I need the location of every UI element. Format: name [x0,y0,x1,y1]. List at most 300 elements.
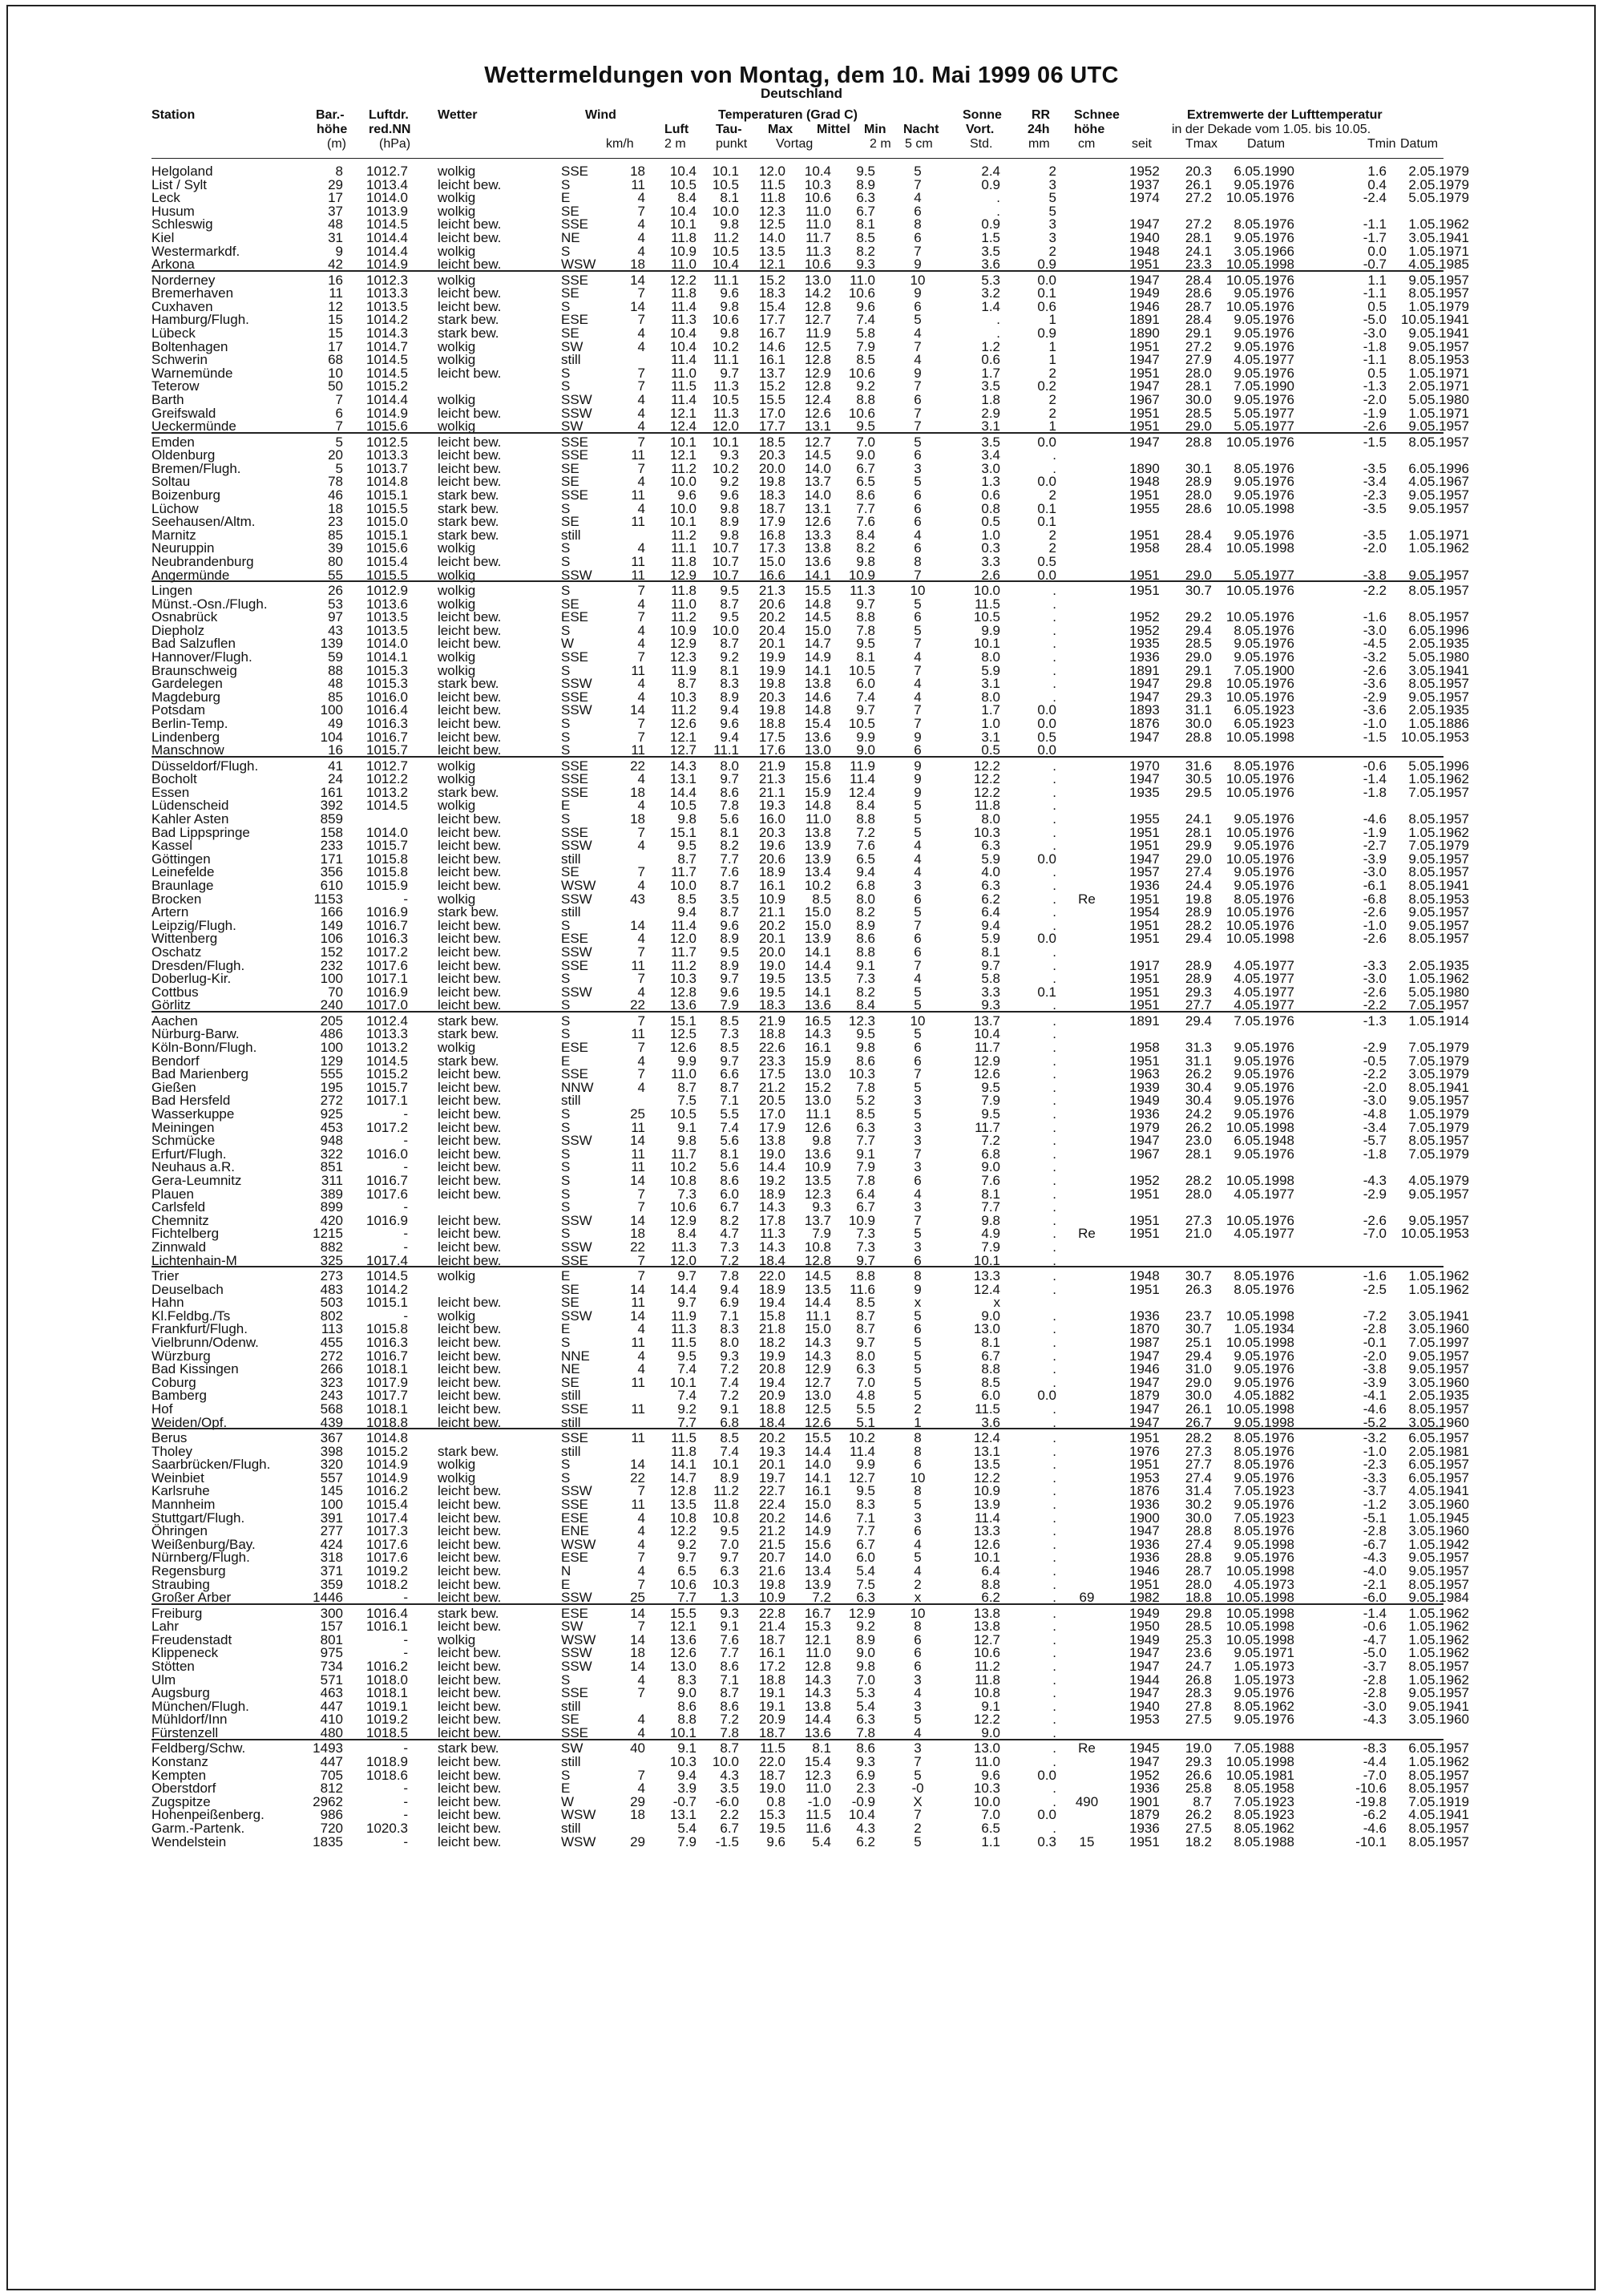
tmean-prev-cell: 12.5 [804,338,831,354]
tmin-2m-cell: 9.7 [856,596,875,612]
record-since-cell: 1976 [1129,1443,1160,1459]
wind-direction-cell: W [561,636,575,652]
sunshine-cell: 11.8 [975,798,1000,814]
record-tmin-cell: -4.6 [1363,811,1387,827]
dewpoint-cell: 9.2 [720,474,739,490]
wind-direction-cell: SSE [561,447,589,463]
weather-cell: leicht bew. [438,1401,502,1417]
weather-cell: leicht bew. [438,1590,502,1606]
elevation-cell: 49 [328,716,343,731]
table-row [0,677,1603,690]
tmean-prev-cell: 15.6 [804,771,831,787]
wind-speed-cell: 4 [637,1781,645,1797]
table-row [0,1362,1603,1376]
weather-cell: leicht bew. [438,1510,502,1526]
sunshine-cell: 9.5 [981,1079,1000,1095]
pressure-cell: - [403,1226,408,1242]
record-tmax-cell: 26.7 [1185,1414,1212,1430]
weather-cell: leicht bew. [438,1066,502,1082]
precip-cell: . [1052,1619,1056,1635]
record-tmin-cell: -0.6 [1363,758,1387,774]
table-row [0,597,1603,611]
precip-cell: 2 [1048,527,1056,543]
table-row [0,664,1603,677]
wind-direction-cell: N [561,1563,571,1578]
record-tmax-cell: 26.8 [1185,1671,1212,1688]
tmean-prev-cell: 11.7 [806,230,831,245]
record-tmax-cell: 28.4 [1185,540,1212,556]
precip-cell: 0.5 [1037,729,1056,745]
record-tmax-date-cell: 8.05.1976 [1234,1523,1294,1539]
record-tmax-cell: 28.9 [1185,957,1212,973]
tmin-5cm-cell: 8 [914,1483,922,1499]
tmean-prev-cell: 12.9 [804,1361,831,1377]
wind-speed-cell: 4 [637,689,645,705]
sunshine-cell: . [996,190,1000,206]
wind-direction-cell: ESE [561,1550,589,1566]
weather-cell: leicht bew. [438,878,502,893]
elevation-cell: 88 [328,662,343,678]
dewpoint-cell: 11.1 [713,272,739,288]
record-tmin-date-cell: 1.05.1979 [1408,298,1469,314]
tmin-2m-cell: 8.8 [856,392,875,407]
weather-cell: leicht bew. [438,285,502,301]
pressure-cell: - [403,1807,408,1823]
station-cell: Göttingen [151,851,211,867]
dewpoint-cell: 7.8 [720,1725,739,1740]
dewpoint-cell: 8.6 [720,784,739,800]
station-cell: Lüdenscheid [151,798,229,814]
record-tmin-date-cell: 3.05.1941 [1408,230,1469,245]
wind-direction-cell: SE [561,203,579,219]
record-tmax-cell: 28.8 [1185,1550,1212,1566]
tmean-prev-cell: 12.6 [804,405,831,421]
wind-direction-cell: SE [561,1712,579,1728]
record-tmin-date-cell: 2.05.1935 [1408,1388,1469,1404]
record-tmax-cell: 28.3 [1185,1685,1212,1701]
record-tmax-date-cell: 9.05.1976 [1234,1146,1294,1162]
tmin-2m-cell: 8.4 [856,527,875,543]
table-row [0,1376,1603,1389]
air-temp-cell: 14.7 [669,1469,697,1486]
wind-direction-cell: S [561,243,571,259]
tmean-prev-cell: 13.4 [804,864,831,880]
pressure-cell: 1015.2 [366,1066,408,1082]
tmin-2m-cell: 11.3 [850,583,875,598]
tmax-prev-cell: 18.4 [758,1414,785,1430]
tmin-2m-cell: 8.3 [856,1497,875,1512]
tmin-2m-cell: 4.3 [856,1821,875,1836]
tmean-prev-cell: 13.4 [804,1563,831,1578]
air-temp-cell: 13.5 [669,1497,697,1512]
record-tmin-cell: -3.6 [1363,676,1387,692]
dewpoint-cell: 10.1 [712,434,739,450]
table-row [0,1686,1603,1700]
record-tmax-cell: 28.8 [1185,729,1212,745]
tmax-prev-cell: 16.7 [758,325,785,341]
sunshine-cell: 9.8 [981,1212,1000,1228]
elevation-cell: 356 [320,864,343,880]
dewpoint-cell: 5.6 [720,1133,739,1149]
tmin-5cm-cell: 7 [914,957,922,973]
record-tmax-cell: 27.3 [1185,1443,1212,1459]
dewpoint-cell: 7.0 [720,1536,739,1552]
tmean-prev-cell: 13.0 [804,272,831,288]
precip-cell: . [1052,997,1056,1013]
record-tmax-date-cell: 1.05.1934 [1234,1321,1294,1337]
record-tmin-cell: -3.0 [1363,622,1387,638]
pressure-cell: 1015.8 [366,851,408,867]
tmean-prev-cell: 15.9 [804,1053,831,1069]
record-tmax-date-cell: 9.05.1976 [1234,325,1294,341]
wind-speed-cell: 14 [630,1631,645,1647]
record-tmax-date-cell: 4.05.1977 [1234,997,1294,1013]
tmean-prev-cell: 14.0 [804,1457,831,1473]
tmin-2m-cell: 6.3 [856,1590,875,1606]
dewpoint-cell: 8.5 [720,1040,739,1055]
weather-cell: leicht bew. [438,1361,502,1377]
record-tmin-cell: -3.0 [1363,1093,1387,1109]
tmin-5cm-cell: 5 [914,1079,922,1095]
wind-direction-cell: S [561,1671,571,1688]
pressure-cell: 1014.5 [366,365,408,381]
tmean-prev-cell: 12.3 [804,1767,831,1783]
record-tmin-cell: -0.7 [1363,257,1387,273]
tmin-5cm-cell: 3 [914,1199,922,1215]
wind-direction-cell: ESE [561,1040,589,1055]
tmin-2m-cell: 9.5 [856,636,875,652]
wind-direction-cell: SSE [561,824,589,840]
tmin-5cm-cell: 4 [914,1685,922,1701]
station-cell: Fichtelberg [151,1226,220,1242]
weather-cell: wolkig [438,418,476,435]
tmean-prev-cell: 14.3 [804,1685,831,1701]
pressure-cell: 1019.2 [366,1563,408,1578]
wind-speed-cell: 11 [631,1159,645,1175]
elevation-cell: 568 [320,1401,343,1417]
wind-speed-cell: 4 [637,1321,645,1337]
weather-cell: leicht bew. [438,824,502,840]
wind-speed-cell: 7 [637,1186,645,1202]
wind-direction-cell: SE [561,1295,579,1311]
tmean-prev-cell: 14.8 [804,798,831,814]
precip-cell: . [1052,1374,1056,1390]
wind-speed-cell: 11 [631,1119,645,1135]
tmean-prev-cell: 13.6 [804,554,831,569]
record-tmin-date-cell: 9.05.1957 [1408,1348,1469,1364]
station-cell: Soltau [151,474,191,490]
header-schnee-c: cm [1078,137,1096,151]
tmin-2m-cell: 6.0 [856,1550,875,1566]
air-temp-cell: 8.6 [677,1698,697,1714]
air-temp-cell: 11.3 [671,1321,697,1337]
sunshine-cell: 12.2 [973,771,1000,787]
record-tmax-date-cell: 9.05.1976 [1234,392,1294,407]
weather-cell: leicht bew. [438,944,502,960]
table-row [0,1041,1603,1054]
sunshine-cell: 5.9 [981,851,1000,867]
header-luft-a: Luft [664,123,689,136]
tmin-2m-cell: 8.5 [856,230,875,245]
tmax-prev-cell: 17.7 [758,312,785,328]
tmin-2m-cell: 6.0 [856,676,875,692]
wind-direction-cell: NE [561,1361,580,1377]
wind-speed-cell: 14 [630,1133,645,1149]
wind-direction-cell: SW [561,418,583,435]
tmean-prev-cell: 15.0 [804,1497,831,1512]
tmax-prev-cell: 19.5 [758,971,785,987]
elevation-cell: 1446 [313,1590,343,1606]
precip-cell: . [1052,1725,1056,1740]
record-tmin-date-cell: 9.05.1957 [1408,567,1469,583]
pressure-cell: 1015.0 [366,514,408,530]
air-temp-cell: 11.4 [671,352,697,368]
elevation-cell: 851 [320,1159,343,1175]
table-row [0,1402,1603,1416]
air-temp-cell: 9.5 [677,1348,697,1364]
tmin-2m-cell: 7.2 [856,824,875,840]
air-temp-cell: 7.4 [677,1361,697,1377]
station-cell: München/Flugh. [151,1698,249,1714]
precip-cell: 0.1 [1037,984,1056,1000]
elevation-cell: 129 [320,1053,343,1069]
weather-cell: wolkig [438,567,476,583]
elevation-cell: 273 [320,1268,343,1283]
tmin-2m-cell: 6.8 [856,878,875,893]
record-tmin-date-cell: 1.05.1971 [1408,527,1469,543]
table-row [0,584,1603,597]
table-row [0,1283,1603,1296]
table-row [0,1067,1603,1081]
table-row [0,972,1603,985]
tmean-prev-cell: 15.0 [804,622,831,638]
air-temp-cell: 10.9 [669,622,697,638]
table-row [0,1389,1603,1402]
weather-cell: wolkig [438,1457,476,1473]
elevation-cell: 80 [328,554,343,569]
air-temp-cell: 9.8 [677,811,697,827]
sunshine-cell: 0.6 [981,487,1000,503]
precip-cell: . [1052,1186,1056,1202]
wind-direction-cell: SSW [561,1133,592,1149]
tmax-prev-cell: 17.5 [758,729,785,745]
station-cell: Chemnitz [151,1212,209,1228]
record-since-cell: 1891 [1129,1013,1160,1029]
tmax-prev-cell: 22.6 [758,1040,785,1055]
tmin-5cm-cell: 6 [914,500,922,516]
weather-cell: leicht bew. [438,1212,502,1228]
wind-direction-cell: E [561,1321,571,1337]
air-temp-cell: 12.3 [669,649,697,665]
header-min-5cm: 5 cm [905,137,933,151]
tmin-5cm-cell: 3 [914,1239,922,1255]
dewpoint-cell: 9.8 [720,500,739,516]
air-temp-cell: 11.2 [671,527,697,543]
table-row [0,879,1603,892]
air-temp-cell: 11.7 [671,1146,697,1162]
tmax-prev-cell: 19.2 [758,1173,785,1188]
wind-direction-cell: ESE [561,312,589,328]
sunshine-cell: 3.3 [981,984,1000,1000]
dewpoint-cell: 4.3 [720,1767,739,1783]
tmin-5cm-cell: 6 [914,1252,922,1268]
wind-speed-cell: 4 [637,418,645,435]
tmean-prev-cell: 14.8 [804,596,831,612]
weather-cell: stark bew. [438,1013,499,1029]
sunshine-cell: 0.5 [981,514,1000,530]
dewpoint-cell: 11.1 [713,352,739,368]
dewpoint-cell: 7.7 [720,1645,739,1661]
tmin-2m-cell: 5.3 [856,1685,875,1701]
record-tmin-date-cell: 9.05.1957 [1408,1361,1469,1377]
air-temp-cell: 12.8 [669,984,697,1000]
record-tmin-cell: -1.4 [1363,771,1387,787]
wind-speed-cell: 7 [637,1013,645,1029]
record-tmax-date-cell: 10.05.1998 [1225,1308,1294,1324]
record-tmax-date-cell: 8.05.1923 [1234,1807,1294,1823]
record-tmin-cell: -2.2 [1363,997,1387,1013]
sunshine-cell: 13.3 [973,1523,1000,1539]
station-cell: Ueckermünde [151,418,236,435]
tmin-2m-cell: 10.9 [848,567,875,583]
record-tmax-date-cell: 8.05.1958 [1234,1781,1294,1797]
wind-direction-cell: ESE [561,1510,589,1526]
precip-cell: 0.0 [1037,1767,1056,1783]
record-since-cell: 1936 [1129,1781,1160,1797]
record-tmin-cell: -8.3 [1363,1740,1387,1756]
wind-direction-cell: still [561,1093,581,1109]
pressure-cell: 1018.6 [366,1767,408,1783]
station-cell: Carlsfeld [151,1199,206,1215]
record-tmax-cell: 27.5 [1185,1712,1212,1728]
precip-cell: . [1052,824,1056,840]
air-temp-cell: 11.5 [671,1430,697,1445]
record-tmin-cell: -6.7 [1363,1536,1387,1552]
record-tmax-cell: 28.8 [1185,1523,1212,1539]
dewpoint-cell: 8.9 [720,514,739,530]
tmean-prev-cell: 9.8 [812,1133,831,1149]
record-tmin-cell: -2.3 [1363,487,1387,503]
tmin-5cm-cell: 7 [914,338,922,354]
record-since-cell: 1936 [1129,1497,1160,1512]
station-cell: Schleswig [151,216,213,232]
dewpoint-cell: 9.6 [720,716,739,731]
record-since-cell: 1937 [1129,176,1160,192]
tmax-prev-cell: 17.5 [758,1066,785,1082]
wind-direction-cell: S [561,176,571,192]
precip-cell: 1 [1048,338,1056,354]
sunshine-cell: 1.5 [981,230,1000,245]
pressure-cell: 1014.5 [366,1268,408,1283]
tmin-2m-cell: 9.3 [856,257,875,273]
record-tmin-cell: -6.1 [1363,878,1387,893]
tmax-prev-cell: 21.5 [758,1536,785,1552]
record-tmin-date-cell: 2.05.1981 [1408,1443,1469,1459]
record-tmax-date-cell: 10.05.1976 [1225,676,1294,692]
tmin-5cm-cell: 6 [914,392,922,407]
tmin-2m-cell: 8.1 [856,216,875,232]
tmean-prev-cell: 13.8 [804,676,831,692]
wind-speed-cell: 43 [630,891,645,907]
dewpoint-cell: 7.2 [720,1252,739,1268]
record-tmin-cell: -3.3 [1363,1469,1387,1486]
station-cell: Konstanz [151,1754,208,1769]
tmean-prev-cell: -1.0 [807,1793,831,1809]
record-tmin-cell: -2.0 [1363,540,1387,556]
record-tmin-date-cell: 7.05.1979 [1408,1119,1469,1135]
tmax-prev-cell: 12.3 [758,203,785,219]
pressure-cell: 1015.5 [366,500,408,516]
record-tmin-date-cell: 7.05.1957 [1408,997,1469,1013]
weather-cell: leicht bew. [438,1321,502,1337]
sunshine-cell: 8.1 [981,1186,1000,1202]
pressure-cell: - [403,1308,408,1324]
pressure-cell: 1014.5 [366,352,408,368]
header-luft-3: (hPa) [379,137,411,151]
record-tmin-date-cell: 1.05.1962 [1408,1631,1469,1647]
record-tmin-cell: -10.1 [1355,1833,1387,1849]
weather-cell: leicht bew. [438,1645,502,1661]
header-min: Min [864,123,886,136]
weather-cell: leicht bew. [438,554,502,569]
table-row [0,1795,1603,1809]
snow-cell: Re [1078,1740,1096,1756]
record-since-cell: 1936 [1129,1106,1160,1122]
record-tmin-date-cell: 1.05.1962 [1408,1268,1469,1283]
tmin-2m-cell: 9.7 [856,702,875,718]
tmin-2m-cell: 9.9 [856,729,875,745]
precip-cell: 1 [1048,352,1056,368]
weather-cell: leicht bew. [438,405,502,421]
air-temp-cell: 10.1 [669,1374,697,1390]
pressure-cell: - [403,1631,408,1647]
pressure-cell: - [403,1133,408,1149]
record-tmax-date-cell: 10.05.1976 [1225,298,1294,314]
record-since-cell: 1951 [1129,1430,1160,1445]
precip-cell: 0.1 [1037,514,1056,530]
sunshine-cell: 9.4 [981,917,1000,933]
air-temp-cell: 8.5 [677,891,697,907]
wind-direction-cell: WSW [561,1833,596,1849]
sunshine-cell: 8.0 [981,811,1000,827]
tmin-5cm-cell: 7 [914,636,922,652]
tmean-prev-cell: 11.0 [806,1645,831,1661]
tmax-prev-cell: 22.0 [758,1754,785,1769]
tmin-5cm-cell: 10 [910,272,926,288]
group-separator [151,1428,1444,1429]
tmean-prev-cell: 11.0 [806,1781,831,1797]
wind-direction-cell: SSW [561,1212,592,1228]
tmin-2m-cell: 8.6 [856,1740,875,1756]
tmean-prev-cell: 12.1 [804,1631,831,1647]
record-tmax-date-cell: 9.05.1976 [1234,1093,1294,1109]
record-tmax-cell: 28.9 [1185,971,1212,987]
record-tmax-date-cell: 10.05.1976 [1225,784,1294,800]
wind-speed-cell: 11 [631,742,645,758]
precip-cell: . [1052,1510,1056,1526]
station-cell: Düsseldorf/Flugh. [151,758,259,774]
station-cell: Cuxhaven [151,298,213,314]
record-tmax-date-cell: 8.05.1976 [1234,622,1294,638]
station-cell: Aachen [151,1013,198,1029]
precip-cell: . [1052,864,1056,880]
dewpoint-cell: 9.5 [720,1523,739,1539]
pressure-cell: 1015.7 [366,838,408,854]
tmin-2m-cell: 8.8 [856,944,875,960]
tmin-5cm-cell: 4 [914,1563,922,1578]
wind-direction-cell: WSW [561,257,596,273]
record-tmax-date-cell: 4.05.1973 [1234,1576,1294,1592]
